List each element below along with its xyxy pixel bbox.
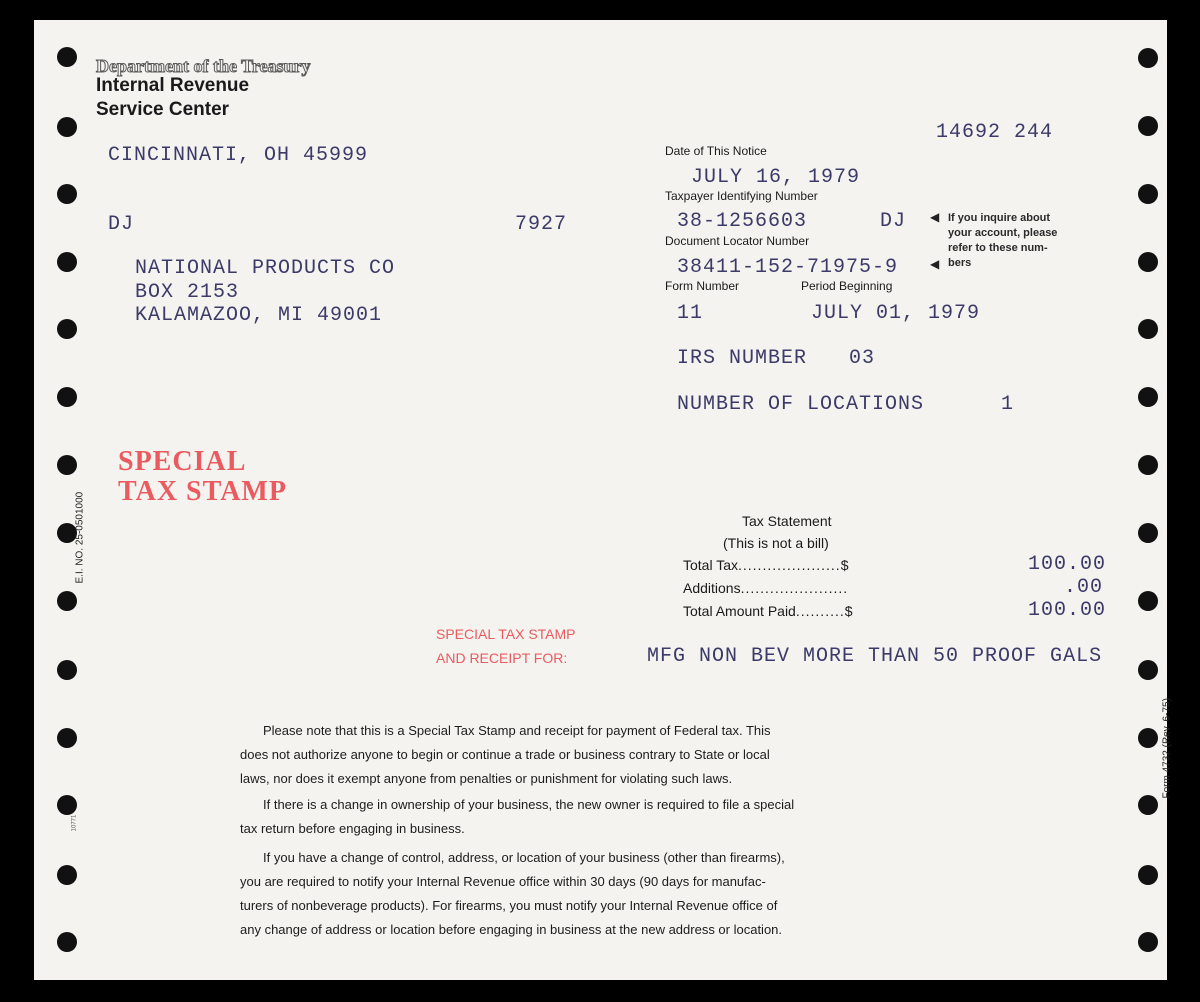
sprocket-hole	[57, 932, 77, 952]
notice-date: JULY 16, 1979	[691, 166, 861, 189]
sprocket-hole	[57, 728, 77, 748]
paragraph-line: you are required to notify your Internal Revenue office within 30 days (90 days for manufac-	[240, 874, 766, 889]
currency-sign: $	[840, 557, 849, 573]
service-center-name: Service Center	[96, 99, 230, 120]
sprocket-hole	[57, 660, 77, 680]
sprocket-hole	[1138, 591, 1158, 611]
sprocket-hole	[57, 252, 77, 272]
tin-label: Taxpayer Identifying Number	[665, 189, 818, 203]
total-paid-amount: 100.00	[1028, 599, 1107, 622]
sprocket-hole	[1138, 795, 1158, 815]
reference-number: 14692 244	[936, 121, 1054, 144]
sprocket-hole	[1138, 865, 1158, 885]
tin-value: 38-1256603	[677, 210, 808, 233]
row-label: Total Amount Paid	[683, 603, 796, 619]
notice-paragraph	[240, 719, 771, 791]
statement-title: Tax Statement	[742, 513, 832, 529]
paragraph-line: laws, nor does it exempt anyone from penalties or punishment for violating such laws.	[240, 771, 733, 786]
inquire-note-line: bers	[948, 257, 972, 269]
sprocket-hole	[1138, 932, 1158, 952]
paragraph-line: any change of address or location before engaging in business at the new address or location.	[240, 922, 783, 937]
receipt-label-line: AND RECEIPT FOR:	[436, 650, 568, 666]
sprocket-hole	[57, 591, 77, 611]
sprocket-hole	[57, 387, 77, 407]
inquire-note-line: If you inquire about	[948, 212, 1051, 224]
arrow-left-icon: ◀	[930, 257, 940, 271]
statement-row	[683, 603, 853, 619]
form-number: 11	[677, 302, 704, 325]
service-center-city: CINCINNATI, OH 45999	[108, 144, 369, 167]
sprocket-hole	[57, 47, 77, 67]
department-name: Department of the Treasury	[96, 56, 311, 76]
sprocket-hole	[1138, 523, 1158, 543]
stamp-title	[118, 447, 287, 507]
sprocket-hole	[1138, 48, 1158, 68]
sprocket-hole	[57, 455, 77, 475]
notice-paragraph	[240, 846, 785, 942]
paragraph-line: If you have a change of control, address, or location of your business (other than firearms),	[263, 850, 785, 865]
paragraph-line: does not authorize anyone to begin or continue a trade or business contrary to State or local	[240, 747, 770, 762]
recipient-city: KALAMAZOO, MI 49001	[135, 304, 383, 327]
margin-code: 10771	[71, 814, 78, 832]
arrow-left-icon: ◀	[930, 210, 940, 224]
statement-row	[683, 580, 848, 596]
currency-sign: $	[844, 603, 853, 619]
employer-id-margin-text: E.I. NO. 25-0501000	[74, 491, 86, 584]
sprocket-hole	[57, 184, 77, 204]
total-tax-amount: 100.00	[1028, 553, 1107, 576]
sprocket-hole	[1138, 252, 1158, 272]
receipt-value: MFG NON BEV MORE THAN 50 PROOF GALS	[647, 645, 1103, 668]
row-dots: .....................	[738, 557, 841, 573]
stamp-title-line: SPECIAL	[118, 446, 247, 477]
row-label: Total Tax	[683, 557, 738, 573]
recipient-name: NATIONAL PRODUCTS CO	[135, 257, 396, 280]
inquire-note-line: refer to these num-	[948, 242, 1048, 254]
inquire-note	[948, 211, 1057, 271]
stamp-title-line: TAX STAMP	[118, 476, 287, 507]
row-dots: ..........	[795, 603, 845, 619]
receipt-label-line: SPECIAL TAX STAMP	[436, 626, 576, 642]
sprocket-hole	[1138, 184, 1158, 204]
statement-subtitle: (This is not a bill)	[723, 535, 829, 551]
paragraph-line: If there is a change in ownership of your business, the new owner is required to file a special	[263, 797, 795, 812]
paragraph-line: turers of nonbeverage products). For firearms, you must notify your Internal Revenue office of	[240, 898, 778, 913]
sprocket-hole	[1138, 116, 1158, 136]
form-number-margin-text: Form 4732 (Rev. 6-75)	[1161, 698, 1173, 799]
row-label: Additions	[683, 580, 741, 596]
additions-amount: .00	[1064, 576, 1104, 599]
tax-stamp-document	[34, 20, 1173, 980]
sprocket-hole	[57, 865, 77, 885]
row-dots: ......................	[740, 580, 849, 596]
period-beginning: JULY 01, 1979	[811, 302, 981, 325]
receipt-label	[436, 622, 576, 670]
dln-label: Document Locator Number	[665, 234, 810, 248]
recipient-box: BOX 2153	[135, 281, 240, 304]
tin-suffix: DJ	[880, 210, 907, 233]
recipient-code: DJ	[108, 213, 135, 236]
sprocket-hole	[1138, 387, 1158, 407]
irs-name: Internal Revenue	[96, 75, 250, 96]
date-label: Date of This Notice	[665, 144, 767, 158]
irs-number-label: IRS NUMBER	[677, 347, 808, 370]
locations-label: NUMBER OF LOCATIONS	[677, 393, 925, 416]
paragraph-line: tax return before engaging in business.	[240, 821, 465, 836]
locations-count: 1	[1001, 393, 1015, 416]
paragraph-line: Please note that this is a Special Tax Stamp and receipt for payment of Federal tax. This	[263, 723, 771, 738]
sprocket-hole	[1138, 455, 1158, 475]
sprocket-hole	[1138, 319, 1158, 339]
inquire-note-line: your account, please	[948, 227, 1058, 239]
period-beginning-label: Period Beginning	[801, 279, 893, 293]
sprocket-hole	[1138, 728, 1158, 748]
form-number-label: Form Number	[665, 279, 740, 293]
sprocket-hole	[1138, 660, 1158, 680]
irs-number: 03	[849, 347, 876, 370]
notice-paragraph	[240, 793, 794, 841]
recipient-number: 7927	[515, 213, 568, 236]
sprocket-hole	[57, 319, 77, 339]
sprocket-hole	[57, 117, 77, 137]
dln-value: 38411-152-71975-9	[677, 256, 899, 279]
statement-row	[683, 557, 848, 573]
sprocket-hole	[57, 795, 77, 815]
